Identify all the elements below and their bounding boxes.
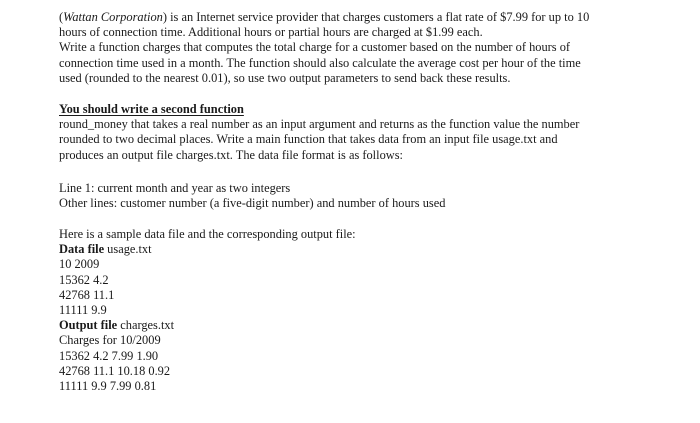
file-format-paragraph [59,181,445,211]
data-line: 15362 4.2 [59,272,109,287]
intro-open-paren: ( [59,10,64,24]
output-file-name: charges.txt [117,318,175,333]
intro-line-1 [59,10,589,25]
intro-line-2: hours of connection time. Additional hours or partial hours are charged at $1.99 each. [59,25,483,40]
intro-line-5: used (rounded to the nearest 0.01), so use two output parameters to send back these results. [59,70,511,85]
data-line: 11111 9.9 [59,303,107,318]
output-file-label: Output file [59,318,118,333]
data-line: 42768 11.1 [59,287,115,302]
output-line: Charges for 10/2009 [59,333,161,348]
intro-line-4: connection time used in a month. The function should also calculate the average cost per hour of the time [59,55,581,70]
sample-intro: Here is a sample data file and the corresponding output file: [59,227,356,241]
output-file-heading [59,318,356,333]
second-function-line-3: produces an output file charges.txt. The data file format is as follows: [59,147,403,162]
second-function-paragraph [59,102,579,163]
second-function-heading: You should write a second function [59,102,244,116]
second-function-line-2: rounded to two decimal places. Write a main function that takes data from an input file usage.txt and [59,132,558,147]
intro-line-1-text: ) is an Internet service provider that charges customers a flat rate of $7.99 for up to 10 [162,10,590,24]
second-function-line-1: round_money that takes a real number as an input argument and returns as the function value the number [59,117,580,132]
format-line-1: Line 1: current month and year as two integers [59,181,291,195]
data-file-name: usage.txt [104,242,152,257]
data-file-heading [59,242,356,257]
output-line: 15362 4.2 7.99 1.90 [59,348,159,363]
output-line: 11111 9.9 7.99 0.81 [59,379,157,394]
data-file-label: Data file [59,242,105,257]
intro-paragraph [59,10,589,86]
company-name: Wattan Corporation [63,10,163,24]
output-line: 42768 11.1 10.18 0.92 [59,363,171,378]
sample-section [59,227,356,394]
format-line-2: Other lines: customer number (a five-digit number) and number of hours used [59,196,446,211]
intro-line-3: Write a function charges that computes the total charge for a customer based on the number of hours of [59,40,571,55]
data-line: 10 2009 [59,257,100,272]
